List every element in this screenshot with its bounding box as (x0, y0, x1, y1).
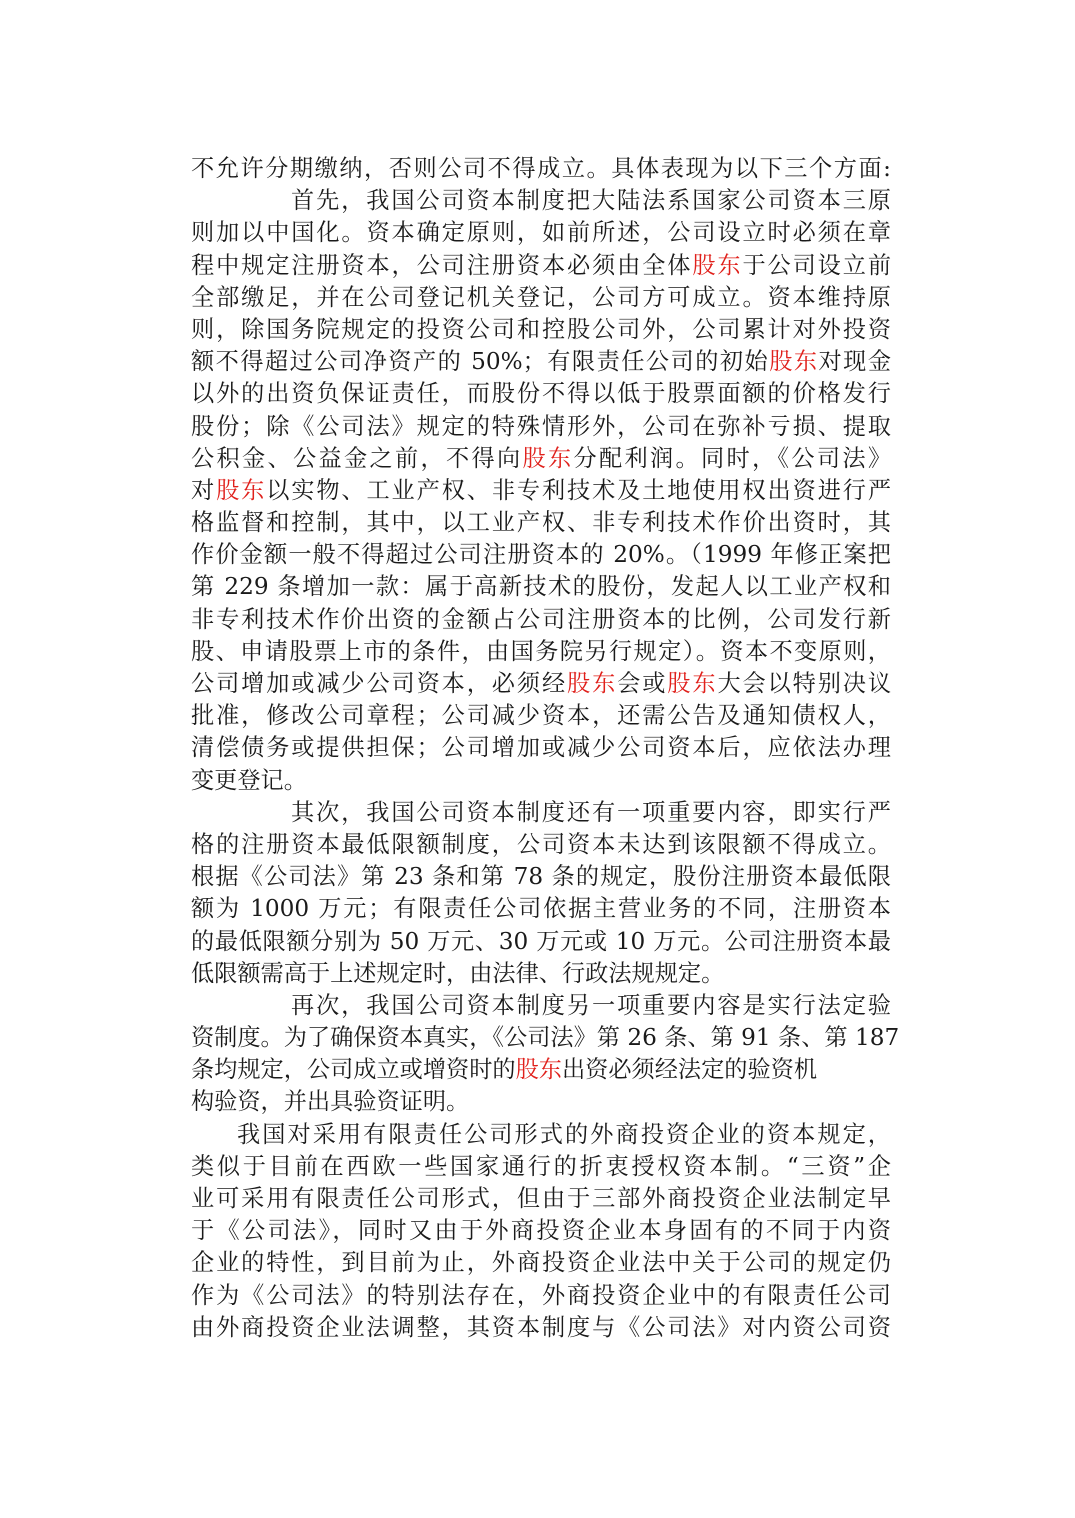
text-segment: 构验资，并出具验资证明。 (191, 1088, 470, 1116)
text-segment: 我国对采用有限责任公司形式的外商投资企业的资本规定， (237, 1120, 891, 1148)
text-segment: 公积金、公益金之前，不得向 (191, 444, 523, 472)
text-segment: 对现金 (818, 348, 892, 376)
text-line (191, 604, 891, 636)
text-segment: 企业的特性，到目前为止，外商投资企业法中关于公司的规定仍 (191, 1249, 891, 1277)
text-line (191, 700, 891, 732)
text-segment: 再次，我国公司资本制度另一项重要内容是实行法定验 (291, 991, 891, 1019)
highlighted-term: 股东 (522, 444, 574, 472)
text-segment: 于公司设立前 (742, 251, 892, 279)
text-segment: 不允许分期缴纳，否则公司不得成立。具体表现为以下三个方面: (191, 155, 891, 182)
text-segment: 根据《公司法》第 23 条和第 78 条的规定，股份注册资本最低限 (191, 863, 891, 891)
text-segment: 非专利技术作价出资的金额占公司注册资本的比例，公司发行新 (191, 605, 891, 633)
text-line (191, 1183, 891, 1215)
text-segment: 股、申请股票上市的条件，由国务院另行规定）。资本不变原则， (191, 637, 891, 665)
text-segment: 批准，修改公司章程；公司减少资本，还需公告及通知债权人， (191, 702, 891, 730)
highlighted-term: 股东 (667, 670, 718, 697)
text-segment: 全部缴足，并在公司登记机关登记，公司方可成立。资本维持原 (191, 283, 891, 311)
text-line (191, 346, 891, 378)
text-segment: 股份；除《公司法》规定的特殊情形外，公司在弥补亏损、提取 (191, 412, 891, 440)
text-segment: 于《公司法》，同时又由于外商投资企业本身固有的不同于内资 (191, 1217, 891, 1245)
text-segment: 业可采用有限责任公司形式，但由于三部外商投资企业法制定早 (191, 1185, 891, 1212)
text-line (191, 1247, 891, 1279)
text-line (191, 797, 891, 829)
text-segment: 额不得超过公司净资产的 50%；有限责任公司的初始 (191, 348, 770, 376)
highlighted-term: 股东 (567, 670, 618, 697)
text-segment: 由外商投资企业法调整，其资本制度与《公司法》对内资公司资 (191, 1313, 891, 1341)
text-segment: 以实物、工业产权、非专利技术及土地使用权出资进行严 (266, 476, 892, 504)
text-line (191, 1215, 891, 1247)
text-segment: 以外的出资负保证责任，而股份不得以低于股票面额的价格发行 (191, 380, 891, 408)
highlighted-term: 股东 (515, 1056, 562, 1084)
text-line (191, 185, 891, 217)
text-segment: 低限额需高于上述规定时，由法律、行政法规规定。 (191, 959, 725, 987)
text-line (191, 765, 891, 797)
highlighted-term: 股东 (769, 348, 819, 376)
text-segment: 作为《公司法》的特别法存在，外商投资企业中的有限责任公司 (191, 1281, 891, 1309)
text-line (191, 958, 891, 990)
text-line (191, 893, 891, 925)
text-segment: 其次，我国公司资本制度还有一项重要内容，即实行严 (291, 798, 891, 826)
text-line (191, 1119, 891, 1151)
document-body (191, 153, 900, 1344)
text-segment: 作价金额一般不得超过公司注册资本的 20%。（1999 年修正案把 (191, 541, 891, 569)
text-line (191, 571, 891, 603)
text-segment: 则加以中国化。资本确定原则，如前所述，公司设立时必须在章 (191, 219, 891, 247)
text-line (191, 732, 891, 764)
text-line (191, 1280, 891, 1312)
text-segment: 的最低限额分别为 50 万元、30 万元或 10 万元。公司注册资本最 (191, 927, 891, 955)
text-line (191, 636, 891, 668)
text-line (191, 539, 891, 571)
text-line (191, 1054, 891, 1086)
text-line (191, 250, 891, 282)
text-segment: 第 229 条增加一款：属于高新技术的股份，发起人以工业产权和 (191, 573, 891, 601)
text-segment: 条均规定，公司成立或增资时的 (191, 1056, 516, 1084)
text-line (191, 153, 891, 185)
text-line (191, 861, 891, 893)
text-segment: 格的注册资本最低限额制度，公司资本未达到该限额不得成立。 (191, 830, 891, 858)
text-segment: 对 (191, 476, 217, 504)
text-segment: 首先，我国公司资本制度把大陆法系国家公司资本三原 (291, 187, 891, 215)
text-line (191, 1151, 891, 1183)
text-line (191, 1022, 900, 1054)
text-segment: 额为 1000 万元；有限责任公司依据主营业务的不同，注册资本 (191, 895, 891, 923)
text-segment: 变更登记。 (191, 766, 307, 794)
text-segment: 资制度。为了确保资本真实，《公司法》第 26 条、第 91 条、第 187 (191, 1024, 900, 1052)
text-line (191, 668, 891, 700)
text-line (191, 990, 891, 1022)
text-segment: 公司增加或减少公司资本，必须经 (191, 670, 568, 697)
text-segment: 大会以特别决议 (717, 670, 892, 697)
text-segment: 分配利润。同时，《公司法》 (573, 444, 892, 472)
text-segment: 程中规定注册资本，公司注册资本必须由全体 (191, 251, 693, 279)
text-segment: 格监督和控制，其中，以工业产权、非专利技术作价出资时，其 (191, 509, 891, 537)
text-line (191, 475, 891, 507)
text-line (191, 282, 891, 314)
text-line (191, 507, 891, 539)
text-segment: 清偿债务或提供担保；公司增加或减少公司资本后，应依法办理 (191, 734, 891, 762)
text-segment: 则，除国务院规定的投资公司和控股公司外，公司累计对外投资 (191, 315, 891, 343)
text-line (191, 411, 891, 443)
text-line (191, 829, 891, 861)
text-line (191, 443, 891, 475)
text-line (191, 217, 891, 249)
text-segment: 出资必须经法定的验资机 (562, 1056, 818, 1084)
highlighted-term: 股东 (216, 476, 267, 504)
highlighted-term: 股东 (692, 251, 743, 279)
text-segment: 会或 (617, 670, 668, 697)
text-line (191, 1086, 891, 1118)
text-line (191, 1312, 891, 1344)
text-line (191, 378, 891, 410)
text-segment: 类似于目前在西欧一些国家通行的折衷授权资本制。“三资”企 (191, 1152, 891, 1180)
text-line (191, 314, 891, 346)
text-line (191, 926, 891, 958)
